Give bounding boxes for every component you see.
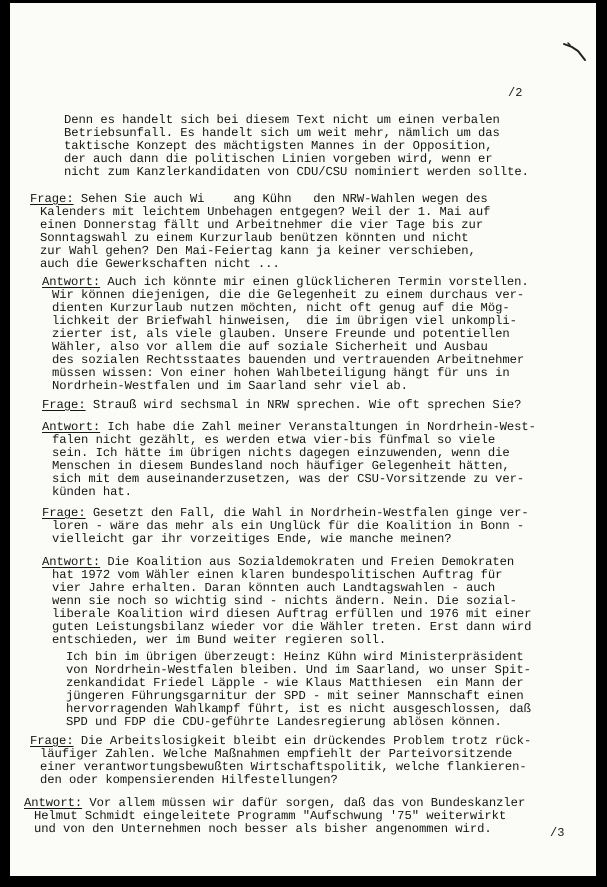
text-line: dienten Kurzurlaub nutzen möchten, nicht oft genug auf die Mög- bbox=[52, 301, 510, 315]
text-line: Ich bin im übrigen überzeugt: Heinz Kühn wird Ministerpräsident bbox=[66, 650, 524, 664]
text-line: des sozialen Rechtsstaates bauenden und vertrauenden Arbeitnehmer bbox=[52, 353, 525, 367]
speaker-label: Frage: bbox=[30, 192, 74, 206]
text-line: einer verantwortungsbewußten Wirtschaftspolitik, welche flankieren- bbox=[40, 760, 527, 774]
speaker-label: Antwort: bbox=[42, 420, 101, 434]
text-line: hat 1972 vom Wähler einen klaren bundespolitischen Auftrag für bbox=[52, 568, 503, 582]
text-line: Nordrhein-Westfalen und im Saarland sehr viel ab. bbox=[52, 379, 408, 393]
text-line: Wir können diejenigen, die die Gelegenheit zu einem durchaus ver- bbox=[52, 288, 525, 302]
text-line: hervorragenden Wahlkampf führt, ist es nicht ausgeschlossen, daß bbox=[66, 702, 531, 716]
text-line: liberale Koalition wird diesen Auftrag erfüllen und 1976 mit einer bbox=[52, 607, 532, 621]
line-text: Die Arbeitslosigkeit bleibt ein drückendes Problem trotz rück- bbox=[73, 734, 532, 748]
text-line: den oder kompensierenden Hilfestellungen? bbox=[40, 773, 338, 787]
page-number-bottom: /3 bbox=[550, 826, 565, 840]
text-line: sich mit dem auseinanderzusetzen, was der CSU-Vorsitzende zu ver- bbox=[52, 472, 525, 486]
document-page bbox=[10, 3, 596, 876]
text-line: jüngeren Führungsgarnitur der SPD - mit seiner Mannschaft einen bbox=[66, 689, 524, 703]
text-line: von Nordrhein-Westfalen bleiben. Und im Saarland, wo unser Spit- bbox=[66, 663, 531, 677]
text-line bbox=[42, 399, 521, 412]
text-line: einen Donnerstag fällt und Arbeitnehmer die vier Tage bis zur bbox=[40, 218, 484, 232]
text-line: zur Wahl gehen? Den Mai-Feiertag kann ja keiner verschieben, bbox=[40, 244, 476, 258]
text-line: Menschen in diesem Bundesland noch häufiger Gelegenheit hätten, bbox=[52, 459, 510, 473]
text-line: Kalenders mit leichtem Unbehagen entgegen? Weil der 1. Mai auf bbox=[40, 205, 491, 219]
text-line: der auch dann die politischen Linien vorgeben wird, wenn er bbox=[64, 152, 493, 166]
text-line: lichkeit der Briefwahl hinweisen, die im übrigen viel unkompli- bbox=[52, 314, 517, 328]
text-line: Betriebsunfall. Es handelt sich um weit mehr, nämlich um das bbox=[64, 126, 500, 140]
text-line: Sonntagswahl zu einem Kurzurlaub benützen könnten und nicht bbox=[40, 231, 469, 245]
text-line: zierter ist, als viele glauben. Unsere Freunde und potentiellen bbox=[52, 327, 510, 341]
text-line: vielleicht gar ihr vorzeitiges Ende, wie manche meinen? bbox=[52, 532, 452, 546]
line-text: Strauß wird sechsmal in NRW sprechen. Wie oft sprechen Sie? bbox=[85, 398, 522, 412]
text-line: SPD und FDP die CDU-geführte Landesregierung ablösen können. bbox=[66, 715, 502, 729]
text-line: Denn es handelt sich bei diesem Text nicht um einen verbalen bbox=[64, 113, 500, 127]
text-line: vier Jahre erhalten. Daran könnten auch Landtagswahlen - auch bbox=[52, 581, 496, 595]
text-line: auch die Gewerkschaften nicht ... bbox=[40, 257, 280, 271]
page-number-top: /2 bbox=[508, 86, 523, 100]
text-line: taktische Konzept des mächtigsten Mannes in der Opposition, bbox=[64, 139, 493, 153]
line-text: Vor allem müssen wir dafür sorgen, daß das von Bundeskanzler bbox=[82, 796, 526, 810]
speaker-label: Antwort: bbox=[24, 796, 83, 810]
speaker-label: Antwort: bbox=[42, 555, 101, 569]
line-text: Die Koalition aus Sozialdemokraten und Freien Demokraten bbox=[100, 555, 515, 569]
text-line: Wähler, also vor allem die auf soziale Sicherheit und Ausbau bbox=[52, 340, 488, 354]
text-line: müssen wissen: Von einer hohen Wahlbeteiligung hängt für uns in bbox=[52, 366, 510, 380]
text-line: wenn sie noch so wichtig sind - nichts ändern. Nein. Die sozial- bbox=[52, 594, 517, 608]
text-line: entschieden, wer im Bund weiter regieren soll. bbox=[52, 633, 387, 647]
speaker-label: Antwort: bbox=[42, 275, 101, 289]
line-text: Sehen Sie auch Wi ang Kühn den NRW-Wahlen wegen des bbox=[73, 192, 488, 206]
text-line: läufiger Zahlen. Welche Maßnahmen empfiehlt der Parteivorsitzende bbox=[40, 747, 513, 761]
text-line: loren - wäre das mehr als ein Unglück für die Koalition in Bonn - bbox=[52, 519, 525, 533]
line-text: Auch ich könnte mir einen glücklicheren Termin vorstellen. bbox=[100, 275, 529, 289]
line-text: Gesetzt den Fall, die Wahl in Nordrhein-Westfalen ginge ver- bbox=[85, 506, 529, 520]
text-line: sein. Ich hätte im übrigen nichts dagegen einzuwenden, wenn die bbox=[52, 446, 510, 460]
text-line: falen nicht gezählt, es werden etwa vier-bis fünfmal so viele bbox=[52, 433, 496, 447]
text-line: zenkandidat Friedel Läpple - wie Klaus Matthiesen ein Mann der bbox=[66, 676, 524, 690]
text-line: nicht zum Kanzlerkandidaten von CDU/CSU nominiert werden sollte. bbox=[64, 165, 529, 179]
text-line: künden hat. bbox=[52, 485, 132, 499]
text-line: Helmut Schmidt eingeleitete Programm "Aufschwung '75" weiterwirkt bbox=[34, 809, 507, 823]
speaker-label: Frage: bbox=[42, 506, 86, 520]
line-text: Ich habe die Zahl meiner Veranstaltungen in Nordrhein-West- bbox=[100, 420, 536, 434]
speaker-label: Frage: bbox=[30, 734, 74, 748]
text-line: guten Leistungsbilanz wieder vor die Wähler treten. Erst dann wird bbox=[52, 620, 532, 634]
pen-mark-icon bbox=[562, 41, 588, 65]
speaker-label: Frage: bbox=[42, 398, 86, 412]
text-line: und von den Unternehmen noch besser als bisher angenommen wird. bbox=[34, 822, 492, 836]
